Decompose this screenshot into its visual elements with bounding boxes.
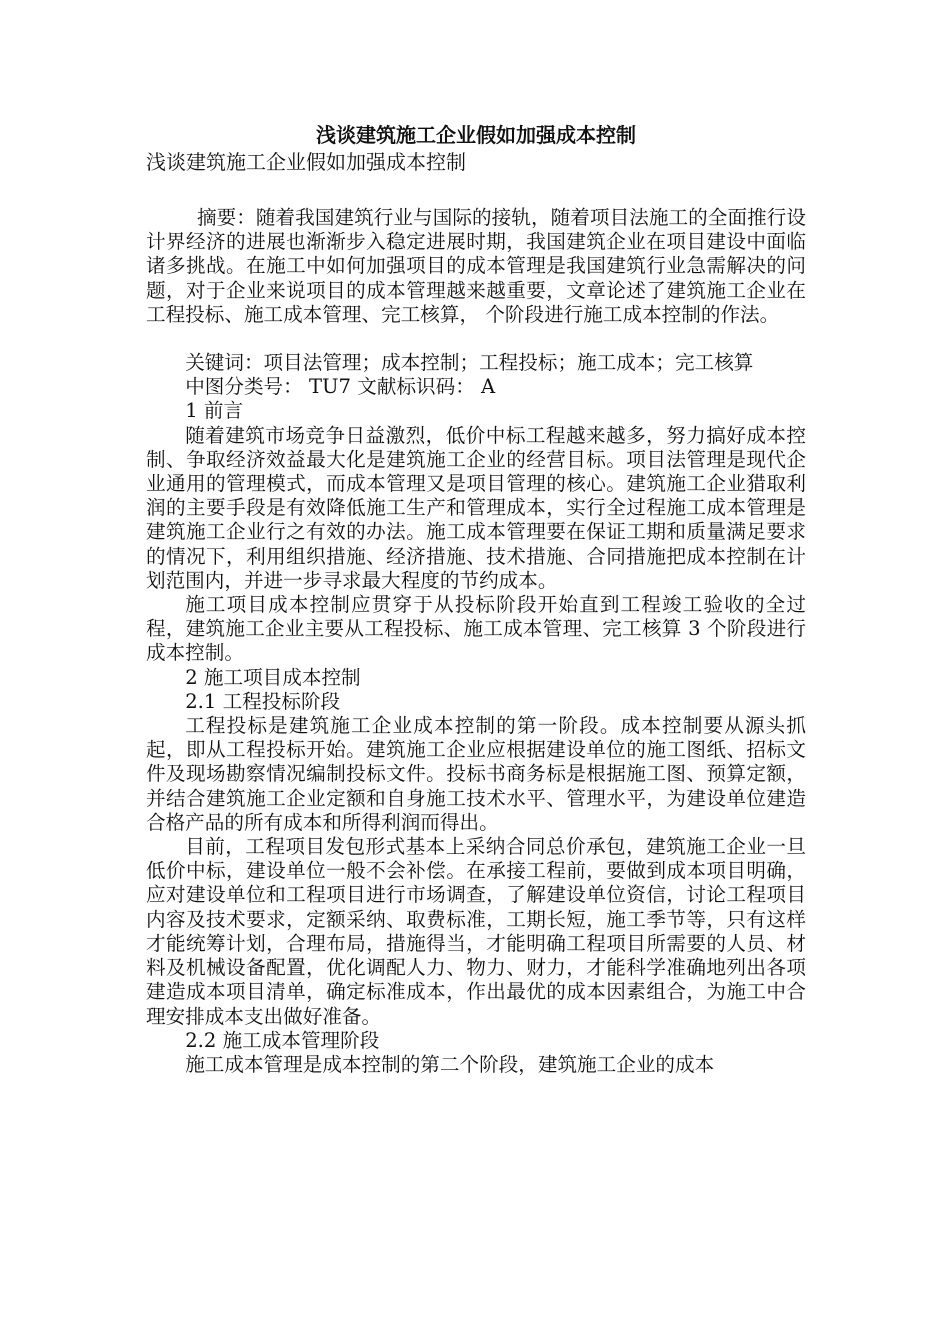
body-paragraph: 工程投标是建筑施工企业成本控制的第一阶段。成本控制要从源头抓起，即从工程投标开始。建筑施工企业应根据建设单位的施工图纸、招标文件及现场勘察情况编制投标文件。投标书商务标是根据施工图、预算定额，并结合建筑施工企业定额和自身施工技术水平、管理水平，为建设单位建造合格产品的所有成本和所得利润而得出。 bbox=[146, 714, 806, 834]
body-paragraph: 施工成本管理是成本控制的第二个阶段，建筑施工企业的成本 bbox=[185, 1052, 715, 1076]
document-subtitle: 浅谈建筑施工企业假如加强成本控制 bbox=[146, 150, 466, 174]
classification-line: 中图分类号： TU7 文献标识码： A bbox=[185, 375, 496, 399]
section-heading-2: 2 施工项目成本控制 bbox=[185, 665, 361, 689]
section-heading-2-1: 2.1 工程投标阶段 bbox=[185, 689, 341, 713]
document-title: 浅谈建筑施工企业假如加强成本控制 bbox=[316, 123, 636, 147]
keywords-paragraph: 关键词：项目法管理；成本控制；工程投标；施工成本；完工核算 bbox=[185, 351, 754, 375]
body-paragraph: 目前，工程项目发包形式基本上采纳合同总价承包，建筑施工企业一旦低价中标，建设单位一般不会补偿。在承接工程前，要做到成本项目明确，应对建设单位和工程项目进行市场调查，了解建设单位资信，讨论工程项目内容及技术要求，定额采纳、取费标准，工期长短，施工季节等，只有这样才能统筹计划，合理布局，措施得当，才能明确工程项目所需要的人员、材料及机械设备配置，优化调配人力、物力、财力，才能科学准确地列出各项建造成本项目清单，确定标准成本，作出最优的成本因素组合，为施工中合理安排成本支出做好准备。 bbox=[146, 835, 806, 1028]
body-paragraph: 随着建筑市场竞争日益激烈，低价中标工程越来越多，努力搞好成本控制、争取经济效益最大化是建筑施工企业的经营目标。项目法管理是现代企业通用的管理模式，而成本管理又是项目管理的核心。建筑施工企业猎取利润的主要手段是有效降低施工生产和管理成本，实行全过程施工成本管理是建筑施工企业行之有效的办法。施工成本管理要在保证工期和质量满足要求的情况下，利用组织措施、经济措施、技术措施、合同措施把成本控制在计划范围内，并进一步寻求最大程度的节约成本。 bbox=[146, 423, 806, 592]
body-paragraph: 施工项目成本控制应贯穿于从投标阶段开始直到工程竣工验收的全过程，建筑施工企业主要从工程投标、施工成本管理、完工核算 3 个阶段进行成本控制。 bbox=[146, 593, 806, 665]
document-page bbox=[146, 120, 806, 1077]
section-heading-2-2: 2.2 施工成本管理阶段 bbox=[185, 1028, 380, 1052]
abstract-paragraph: 摘要：随着我国建筑行业与国际的接轨，随着项目法施工的全面推行设计界经济的进展也渐渐步入稳定进展时期，我国建筑企业在项目建设中面临诸多挑战。在施工中如何加强项目的成本管理是我国建筑行业急需解决的问题，对于企业来说项目的成本管理越来越重要，文章论述了建筑施工企业在工程投标、施工成本管理、完工核算， 个阶段进行施工成本控制的作法。 bbox=[146, 206, 806, 326]
section-heading-1: 1 前言 bbox=[185, 399, 244, 423]
